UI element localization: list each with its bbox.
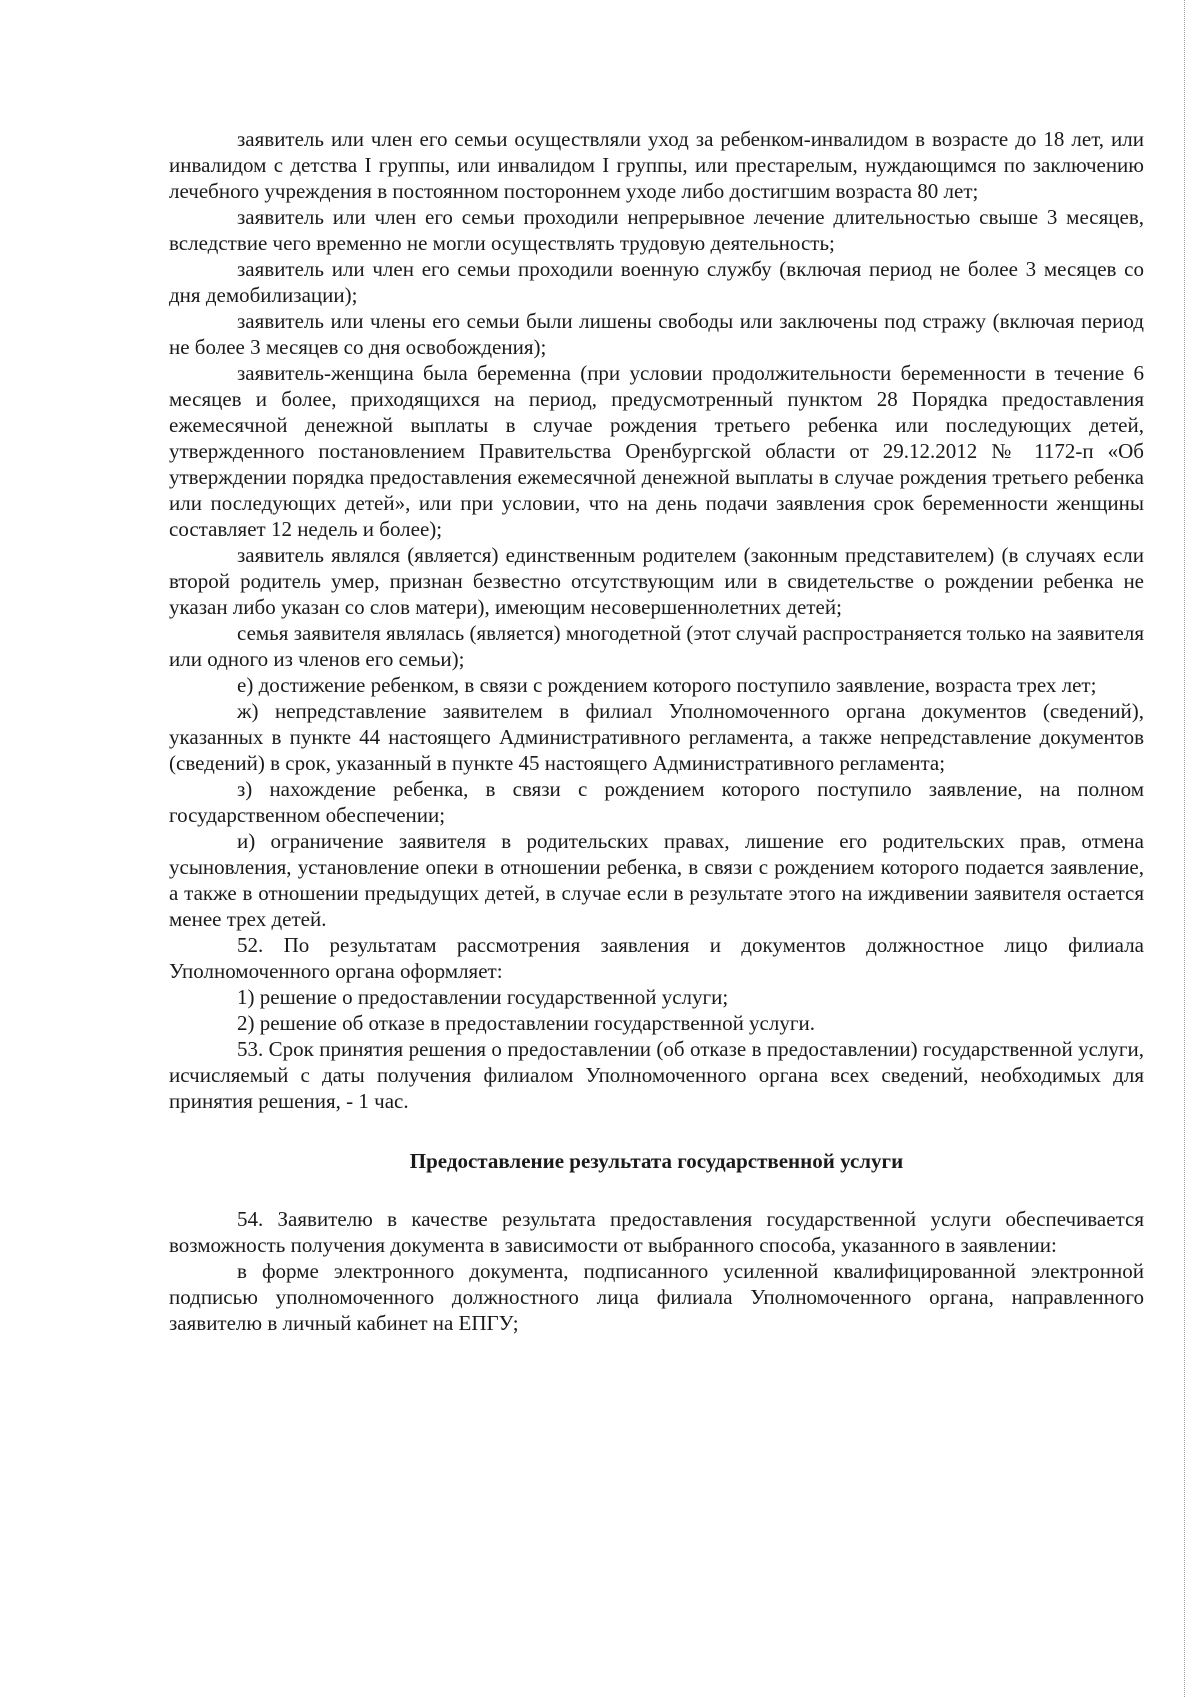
paragraph-54: 54. Заявителю в качестве результата предоставления государственной услуги обеспечивается возможность получения документа в зависимости от выбранного способа, указанного в заявлении: <box>169 1207 1144 1257</box>
paragraph-caregiving: заявитель или член его семьи осуществляли уход за ребенком-инвалидом в возрасте до 18 лет, или инвалидом с детства I группы, или инвалидом I группы, или престарелым, нуждающимся по заключению лечебного учреждения в постоянном постороннем уходе либо достигшим возраста 80 лет; <box>169 127 1144 203</box>
paragraph-52-item-1: 1) решение о предоставлении государственной услуги; <box>237 985 729 1009</box>
paragraph-52: 52. По результатам рассмотрения заявления и документов должностное лицо филиала Уполномоченного органа оформляет: <box>169 933 1144 983</box>
paragraph-item-zh: ж) непредставление заявителем в филиал Уполномоченного органа документов (сведений), указанных в пункте 44 настоящего Административного регламента, а также непредставление документов (сведений) в срок, указанный в пункте 45 настоящего Административного регламента; <box>169 699 1144 775</box>
paragraph-53: 53. Срок принятия решения о предоставлении (об отказе в предоставлении) государственной услуги, исчисляемый с даты получения филиалом Уполномоченного органа всех сведений, необходимых для принятия решения, - 1 час. <box>169 1037 1144 1113</box>
paragraph-large-family: семья заявителя являлась (является) многодетной (этот случай распространяется только на заявителя или одного из членов его семьи); <box>169 621 1144 671</box>
document-body <box>169 126 1144 1336</box>
section-heading: Предоставление результата государственной услуги <box>409 1149 904 1173</box>
paragraph-single-parent: заявитель являлся (является) единственным родителем (законным представителем) (в случаях если второй родитель умер, признан безвестно отсутствующим или в свидетельстве о рождении ребенка не указан либо указан со слов матери), имеющим несовершеннолетних детей; <box>169 543 1144 619</box>
paragraph-military-service: заявитель или член его семьи проходили военную службу (включая период не более 3 месяцев со дня демобилизации); <box>169 257 1144 307</box>
paragraph-treatment: заявитель или член его семьи проходили непрерывное лечение длительностью свыше 3 месяцев, вследствие чего временно не могли осуществлять трудовую деятельность; <box>169 205 1144 255</box>
paragraph-imprisonment: заявитель или члены его семьи были лишены свободы или заключены под стражу (включая период не более 3 месяцев со дня освобождения); <box>169 309 1144 359</box>
scan-edge-line <box>1184 0 1185 1697</box>
paragraph-item-e: е) достижение ребенком, в связи с рождением которого поступило заявление, возраста трех лет; <box>237 673 1097 697</box>
paragraph-pregnancy: заявитель-женщина была беременна (при условии продолжительности беременности в течение 6 месяцев и более, приходящихся на период, предусмотренный пунктом 28 Порядка предоставления ежемесячной денежной выплаты в случае рождения третьего ребенка или последующих детей, утвержденного постановлением Правительства Оренбургской области от 29.12.2012 № 1172-п «Об утверждении порядка предоставления ежемесячной денежной выплаты в случае рождения третьего ребенка или последующих детей», или при условии, что на день подачи заявления срок беременности женщины составляет 12 недель и более); <box>169 361 1144 541</box>
paragraph-electronic-document: в форме электронного документа, подписанного усиленной квалифицированной электронной подписью уполномоченного должностного лица филиала Уполномоченного органа, направленного заявителю в личный кабинет на ЕПГУ; <box>169 1259 1144 1335</box>
paragraph-52-item-2: 2) решение об отказе в предоставлении государственной услуги. <box>237 1011 815 1035</box>
paragraph-item-i: и) ограничение заявителя в родительских правах, лишение его родительских прав, отмена усыновления, установление опеки в отношении ребенка, в связи с рождением которого подается заявление, а также в отношении предыдущих детей, в случае если в результате этого на иждивении заявителя остается менее трех детей. <box>169 829 1144 931</box>
paragraph-item-z: з) нахождение ребенка, в связи с рождением которого поступило заявление, на полном государственном обеспечении; <box>169 777 1144 827</box>
